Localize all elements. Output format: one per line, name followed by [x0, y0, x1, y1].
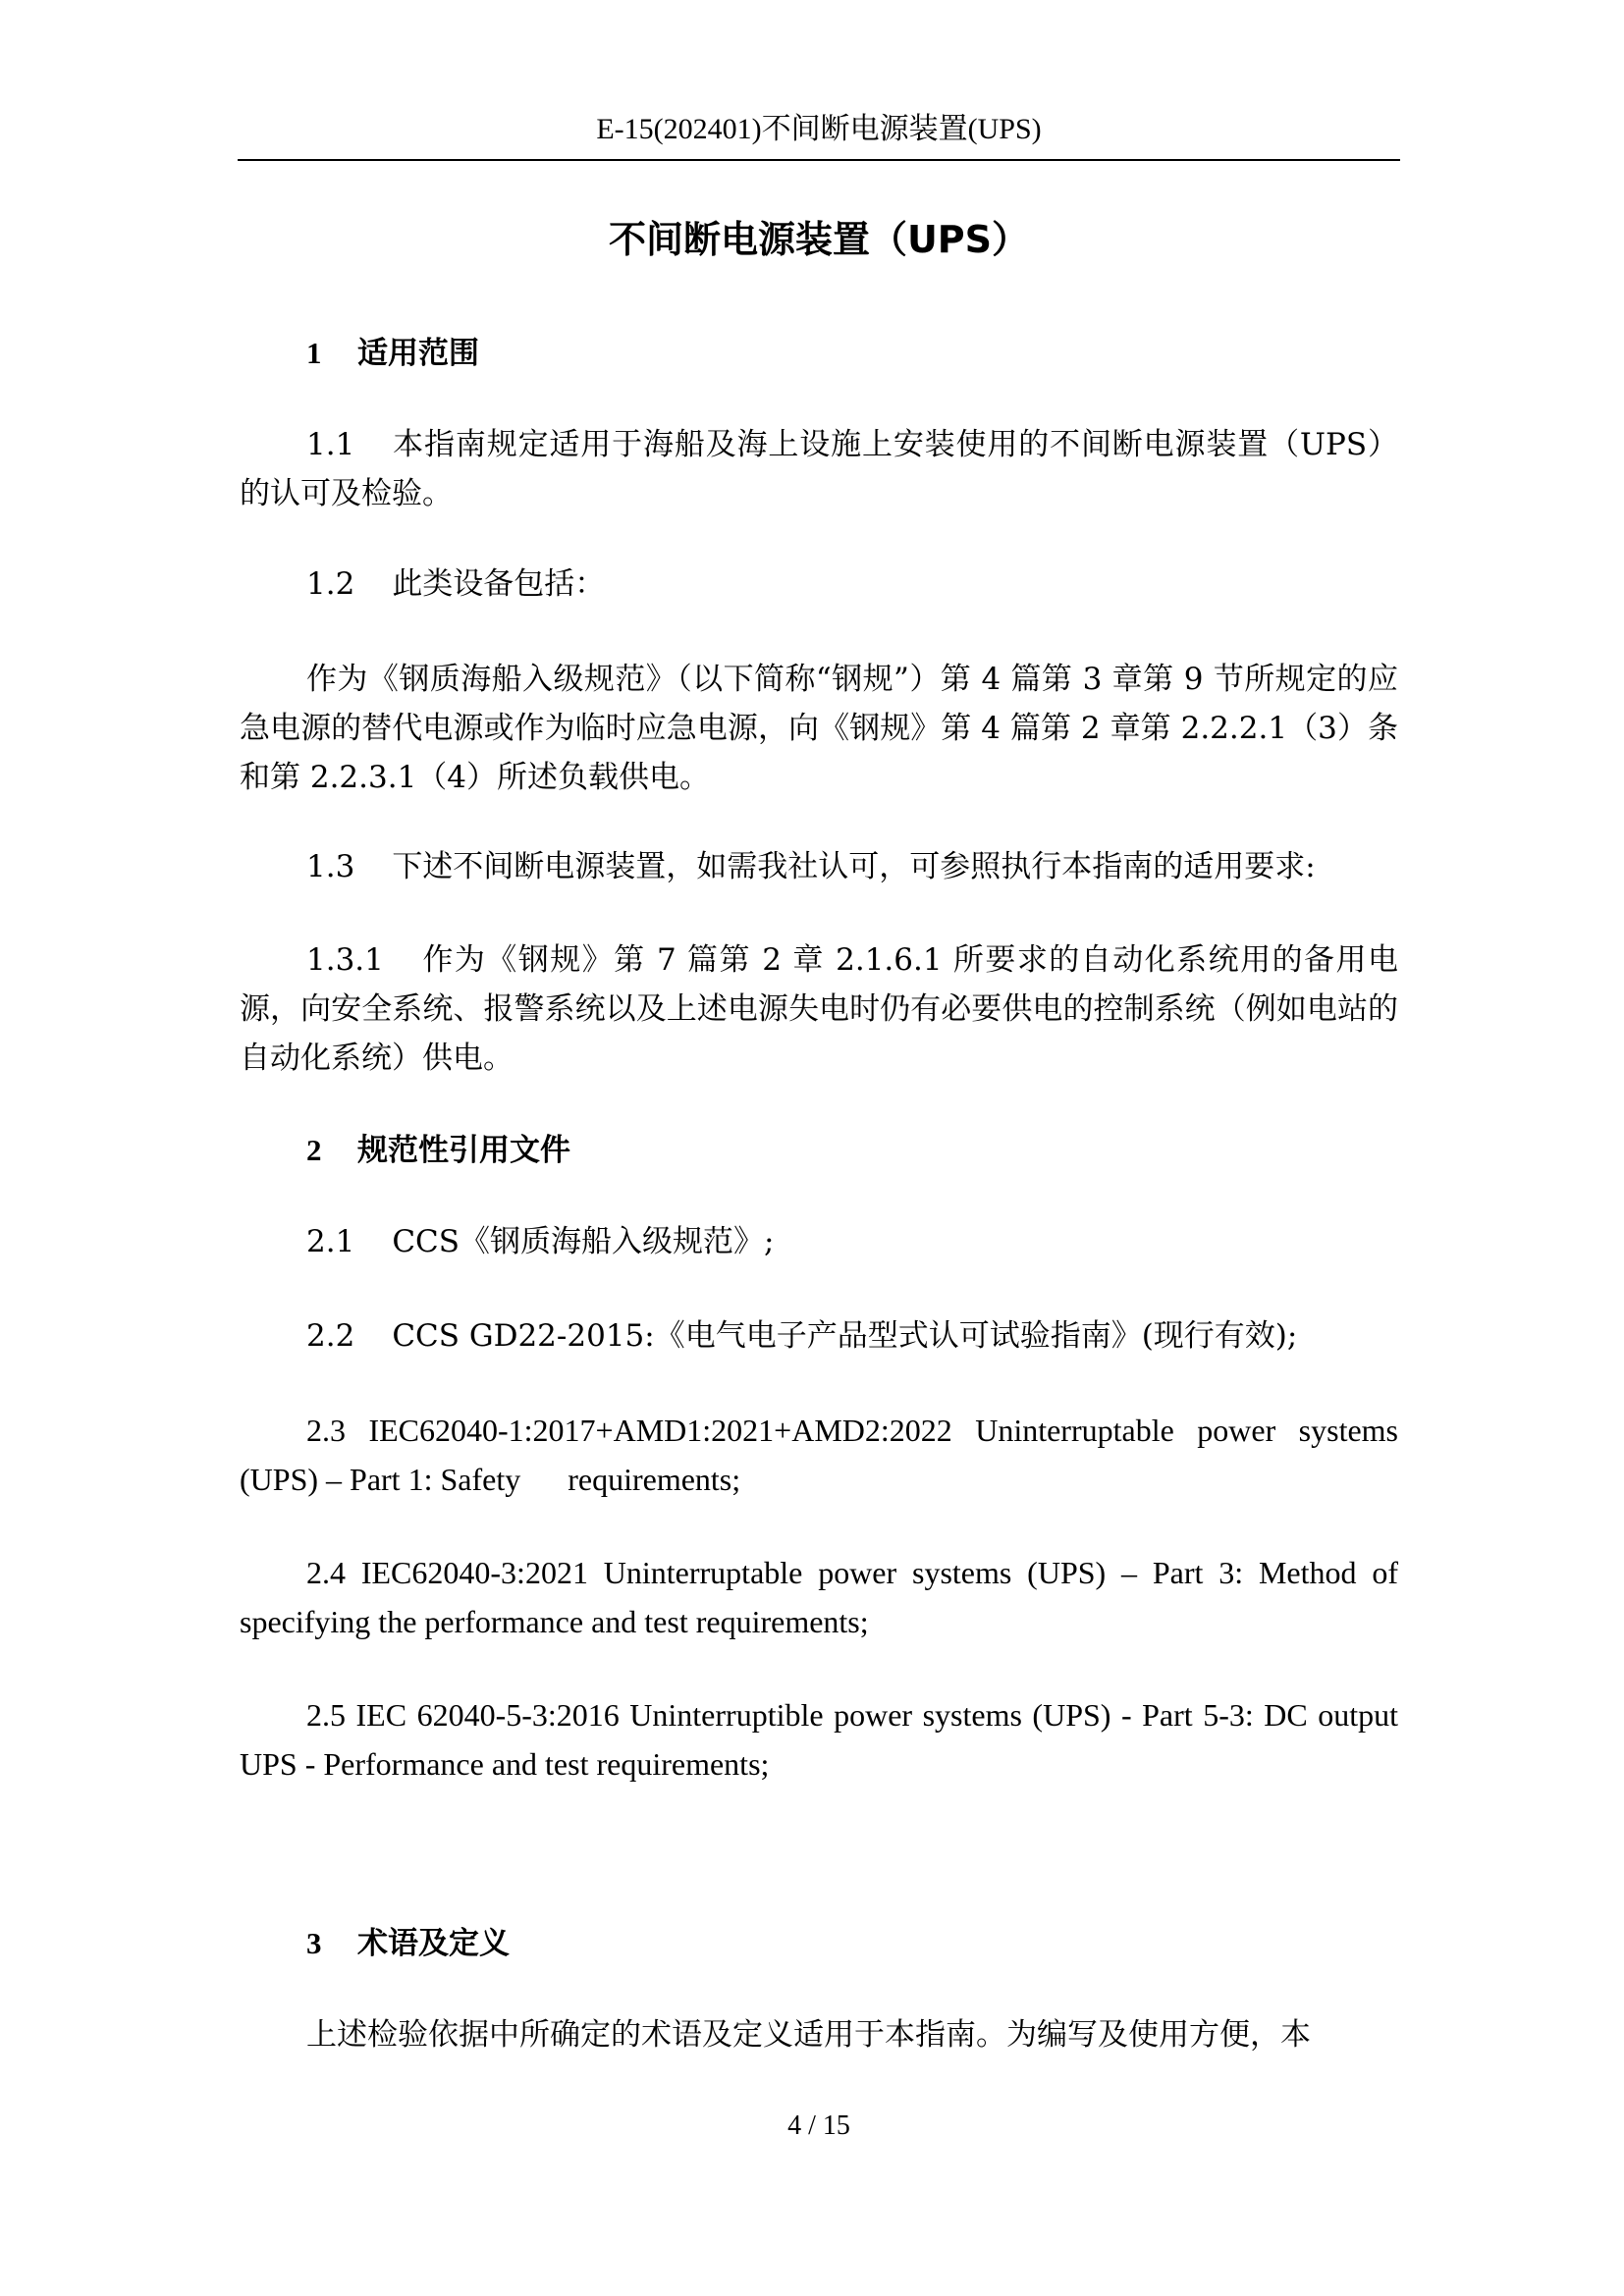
clause-number: 2.3	[306, 1413, 346, 1448]
section-title: 术语及定义	[357, 1926, 510, 1961]
section-1-heading	[306, 332, 479, 375]
clause-number: 2.2	[306, 1318, 355, 1354]
clause-text: 下述不间断电源装置，如需我社认可，可参照执行本指南的适用要求:	[392, 849, 1316, 884]
clause-text: 本指南规定适用于海船及海上设施上安装使用的不间断电源装置（UPS）的认可及检验。	[240, 427, 1398, 511]
page-title: 不间断电源装置（UPS）	[608, 218, 1030, 261]
clause-number: 1.3	[306, 849, 355, 884]
running-header: E-15(202401)不间断电源装置(UPS)	[596, 113, 1042, 145]
section-number: 2	[306, 1133, 322, 1167]
paragraph-2-1	[240, 1217, 1398, 1266]
section-3-heading	[306, 1922, 510, 1965]
clause-text: IEC62040-3:2021 Uninterruptable power systems (UPS) – Part 3: Method of specifying the performance and test requirements;	[240, 1555, 1399, 1639]
clause-text: IEC 62040-5-3:2016 Uninterruptible power systems (UPS) - Part 5-3: DC output UPS - Performance and test requirements;	[240, 1697, 1399, 1782]
paragraph-2-4	[240, 1548, 1398, 1646]
paragraph-1-3	[240, 842, 1398, 891]
section-title: 规范性引用文件	[357, 1133, 570, 1168]
clause-number: 1.3.1	[306, 942, 384, 978]
clause-text: 此类设备包括：	[392, 566, 606, 602]
clause-text: CCS《钢质海船入级规范》;	[392, 1224, 775, 1259]
clause-number: 1.2	[306, 566, 355, 602]
paragraph-2-5	[240, 1690, 1398, 1789]
clause-number: 2.4	[306, 1555, 346, 1590]
clause-number: 2.1	[306, 1224, 355, 1259]
clause-number: 1.1	[306, 427, 355, 462]
section-number: 3	[306, 1926, 322, 1960]
paragraph-body-1: 作为《钢质海船入级规范》（以下简称“钢规”）第 4 篇第 3 章第 9 节所规定的应急电源的替代电源或作为临时应急电源，向《钢规》第 4 篇第 2 章第 2.2.2.1（3）条和第 2.2.3.1（4）所述负载供电。	[240, 662, 1398, 795]
page-number: 4 / 15	[787, 2110, 850, 2141]
clause-text: CCS GD22-2015:《电气电子产品型式认可试验指南》(现行有效);	[392, 1318, 1298, 1354]
paragraph-1-1	[240, 420, 1398, 518]
header-rule	[238, 159, 1400, 161]
clause-number: 2.5	[306, 1697, 346, 1733]
clause-text: IEC62040-1:2017+AMD1:2021+AMD2:2022 Uninterruptable power systems (UPS) – Part 1: Safety requirements;	[240, 1413, 1407, 1497]
paragraph-1-2	[240, 560, 1398, 609]
paragraph-2-2	[240, 1311, 1398, 1361]
paragraph-2-3	[240, 1406, 1407, 1504]
section-2-heading	[306, 1129, 570, 1172]
clause-text: 作为《钢规》第 7 篇第 2 章 2.1.6.1 所要求的自动化系统用的备用电源，向安全系统、报警系统以及上述电源失电时仍有必要供电的控制系统（例如电站的自动化系统）供电。	[240, 942, 1398, 1076]
section-number: 1	[306, 336, 322, 370]
paragraph-1-3-1	[240, 935, 1398, 1083]
paragraph-body-3: 上述检验依据中所确定的术语及定义适用于本指南。为编写及使用方便，本	[306, 2017, 1311, 2053]
section-title: 适用范围	[357, 336, 479, 371]
